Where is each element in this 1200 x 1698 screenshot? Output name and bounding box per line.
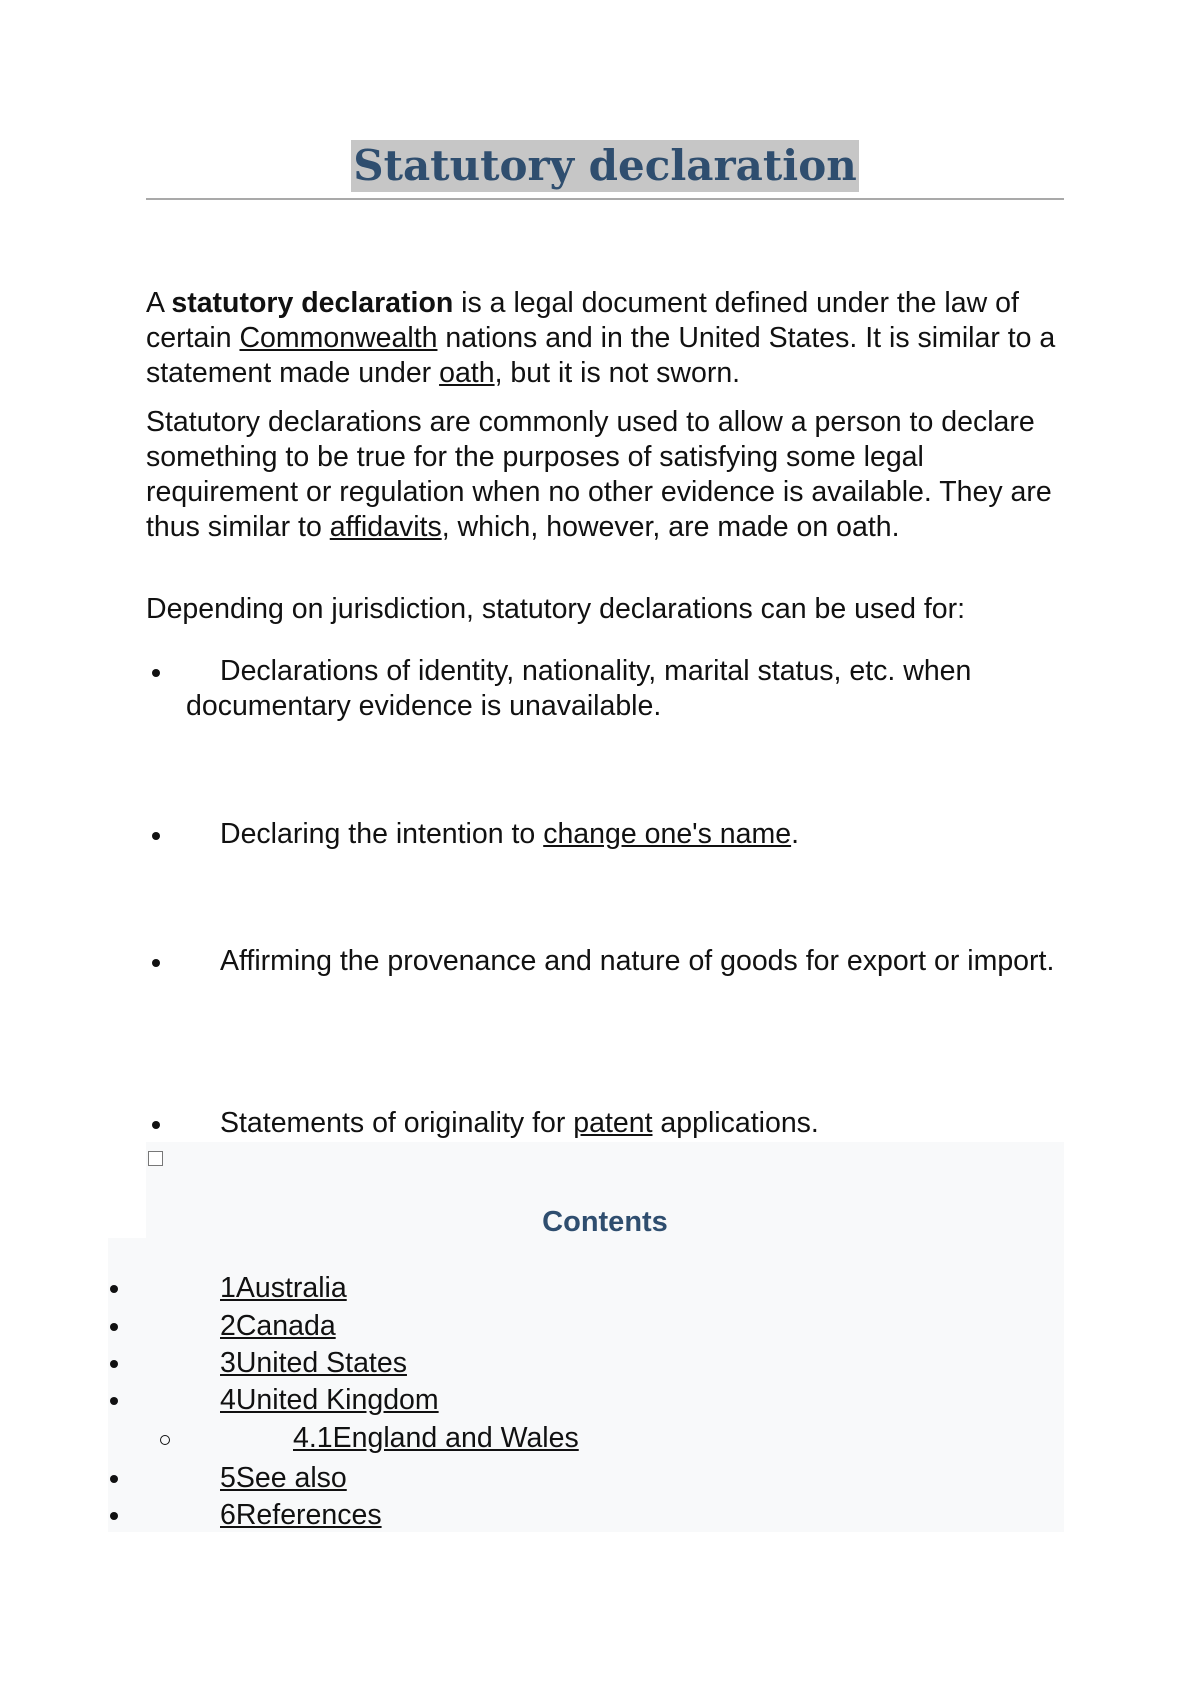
bullet-icon (152, 959, 160, 967)
bullet-icon (152, 832, 160, 840)
use-item-text: Affirming the provenance and nature of goods for export or import. (220, 945, 1055, 977)
use-item-2-suffix: . (791, 818, 799, 850)
use-item-patent (146, 1106, 1076, 1141)
commonwealth-link[interactable]: Commonwealth (239, 322, 438, 354)
change-name-link[interactable]: change one's name (543, 818, 792, 850)
toc-item-australia[interactable]: 1Australia (220, 1272, 347, 1304)
toc-item-see-also[interactable]: 5See also (220, 1462, 347, 1494)
bullet-icon (110, 1360, 118, 1368)
intro-bold-term: statutory declaration (171, 287, 454, 319)
usage-paragraph (146, 405, 1076, 545)
depending-paragraph: Depending on jurisdiction, statutory declarations can be used for: (146, 593, 966, 625)
toc-item-england-wales[interactable]: 4.1England and Wales (293, 1422, 579, 1454)
toc-item-united-kingdom[interactable]: 4United Kingdom (220, 1384, 439, 1416)
bullet-icon (152, 669, 160, 677)
page-title-block (146, 140, 1064, 200)
bullet-icon (152, 1121, 160, 1129)
use-item-4-suffix: applications. (652, 1107, 819, 1139)
oath-link[interactable]: oath (439, 357, 495, 389)
toc-title: Contents (542, 1206, 668, 1238)
page-title: Statutory declaration (353, 141, 857, 190)
intro-paragraph (146, 286, 1076, 391)
use-item-text (186, 817, 1076, 852)
sub-bullet-icon (160, 1435, 170, 1445)
patent-link[interactable]: patent (573, 1107, 653, 1139)
intro-text-2: nations and in the United States. It is similar to a statement made under (146, 322, 1056, 389)
toc-box-margin (108, 1238, 148, 1532)
use-item-identity (146, 654, 1076, 724)
bullet-icon (110, 1397, 118, 1405)
toc-item-references[interactable]: 6References (220, 1499, 382, 1531)
use-item-2-prefix: Declaring the intention to (220, 818, 544, 850)
toc-toggle-checkbox[interactable] (148, 1151, 163, 1166)
toc-item-united-states[interactable]: 3United States (220, 1347, 407, 1379)
bullet-icon (110, 1285, 118, 1293)
use-item-text: Declarations of identity, nationality, marital status, etc. when documentary evidence is unavailable. (186, 655, 972, 722)
intro-text-3: , but it is not sworn. (494, 357, 741, 389)
affidavits-link[interactable]: affidavits (329, 511, 442, 543)
usage-text-2: , which, however, are made on oath. (441, 511, 900, 543)
intro-prefix: A (146, 287, 172, 319)
bullet-icon (110, 1512, 118, 1520)
usage-text-1: Statutory declarations are commonly used to allow a person to declare something to be true for the purposes of satisfying some legal requirement or regulation when no other evidence is available. They are thus similar to (146, 406, 1052, 543)
use-item-text (186, 1106, 1076, 1141)
use-item-name-change (146, 817, 1076, 852)
bullet-icon (110, 1475, 118, 1483)
use-item-goods (146, 944, 1076, 979)
toc-item-canada[interactable]: 2Canada (220, 1310, 336, 1342)
bullet-icon (110, 1323, 118, 1331)
use-item-4-prefix: Statements of originality for (220, 1107, 574, 1139)
intro-text-1: is a legal document defined under the law of certain (146, 287, 1019, 354)
